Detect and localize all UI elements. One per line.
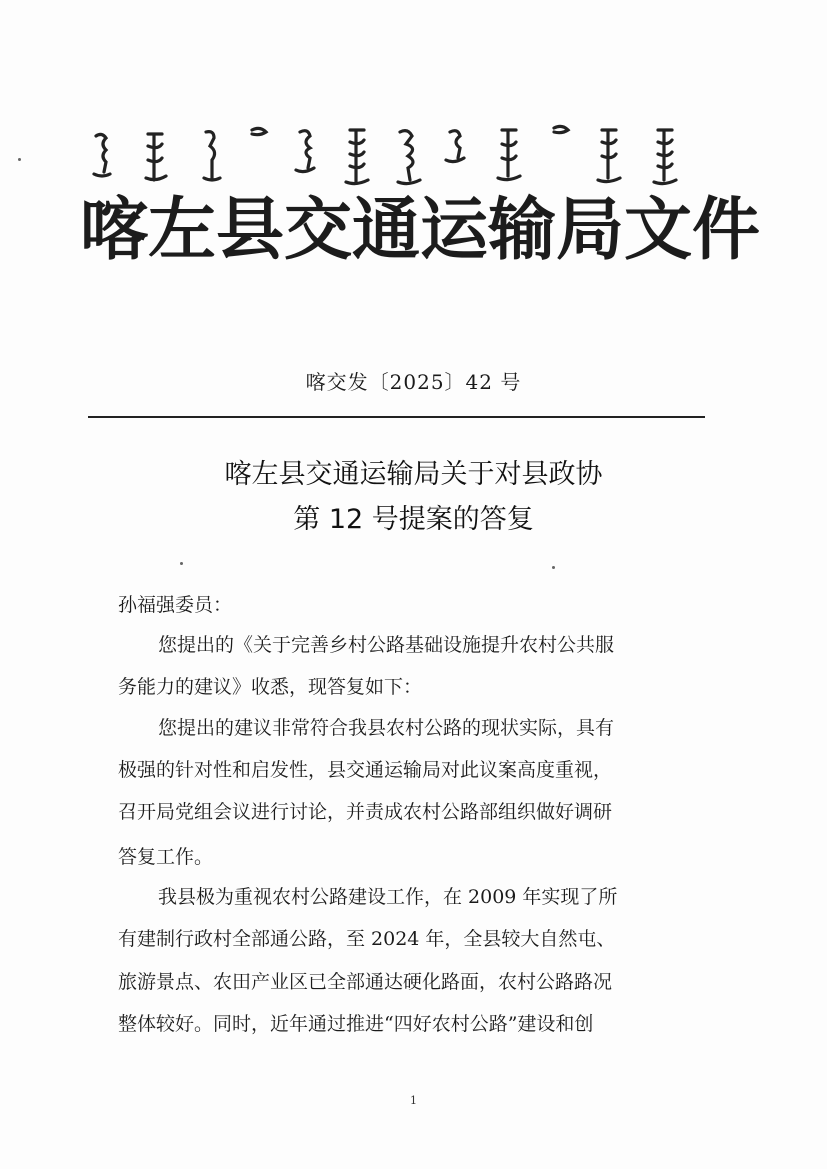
body-line: 答复工作。 (118, 846, 214, 868)
body-line: 召开局党组会议进行讨论，并责成农村公路部组织做好调研 (118, 801, 613, 823)
salutation: 孙福强委员： (118, 594, 233, 616)
scan-speck (552, 566, 555, 569)
scan-speck (180, 562, 183, 565)
body-line: 有建制行政村全部通公路，至 2024 年，全县较大自然屯、 (118, 928, 616, 950)
page-number: 1 (410, 1094, 417, 1107)
body-line: 务能力的建议》收悉，现答复如下： (118, 676, 423, 698)
scan-speck (18, 158, 21, 161)
mongolian-script-header (88, 122, 708, 192)
body-line: 旅游景点、农田产业区已全部通达硬化路面，农村公路路况 (118, 971, 613, 993)
body-line: 您提出的《关于完善乡村公路基础设施提升农村公共服 (158, 634, 615, 656)
body-line: 我县极为重视农村公路建设工作，在 2009 年实现了所 (158, 886, 618, 908)
document-title-line-1: 喀左县交通运输局关于对县政协 (224, 459, 603, 490)
header-separator-line (88, 416, 705, 418)
document-title-line-2: 第 12 号提案的答复 (293, 504, 534, 535)
organization-title: 喀左县交通运输局文件 (80, 190, 761, 270)
body-line: 您提出的建议非常符合我县农村公路的现状实际，具有 (158, 717, 615, 739)
document-number: 喀交发〔2025〕42 号 (305, 370, 522, 394)
body-line: 极强的针对性和启发性，县交通运输局对此议案高度重视， (118, 759, 613, 781)
body-line: 整体较好。同时，近年通过推进“四好农村公路”建设和创 (118, 1013, 594, 1035)
